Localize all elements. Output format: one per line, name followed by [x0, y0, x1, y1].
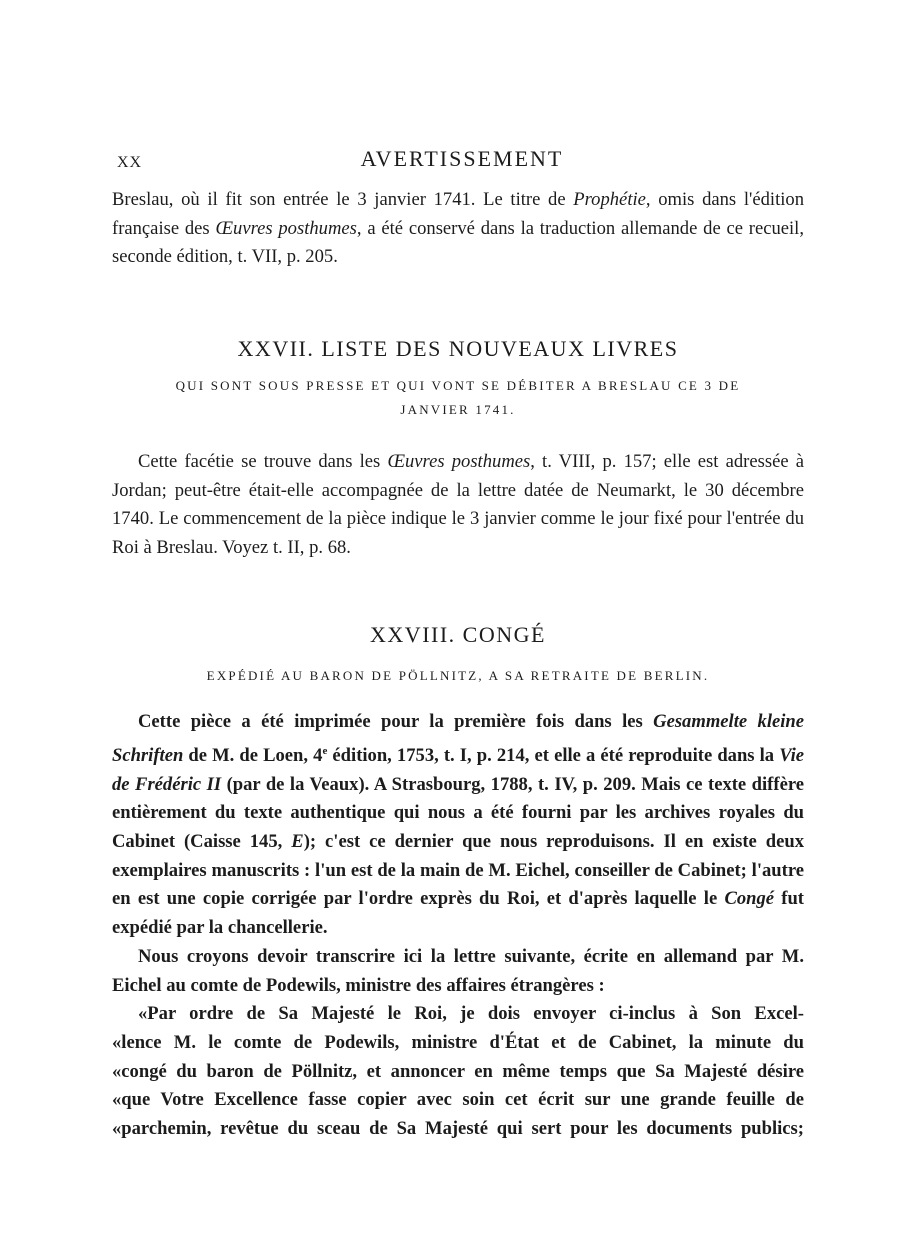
- quote-line: «parchemin, revêtue du sceau de Sa Majesté qui sert pour les documents publics;: [112, 1118, 804, 1140]
- section-xxviii-body: [112, 708, 804, 1144]
- section-subtitle-xxvii: QUI SONT SOUS PRESSE ET QUI VONT SE DÉBITER A BRESLAU CE 3 DE JANVIER 1741.: [175, 378, 741, 417]
- page-header: [117, 146, 807, 176]
- quote-line: «lence M. le comte de Podewils, ministre d'État et de Cabinet, la minute du: [112, 1031, 804, 1053]
- section-xxvii-paragraph: Cette facétie se trouve dans les Œuvres posthumes, t. VIII, p. 157; elle est adressée à Jordan; peut-être était-elle accompagnée de la lettre datée de Neumarkt, le 30 décembre 1740. Le commencement de la pièce indique le 3 janvier comme le jour fixé pour l'entrée du Roi à Breslau. Voyez t. II, p. 68.: [112, 451, 804, 559]
- running-title: AVERTISSEMENT: [360, 146, 564, 171]
- section-xxviii-paragraph-1: Cette pièce a été imprimée pour la première fois dans les Gesammelte kleine Schriften de M. de Loen, 4e édition, 1753, t. I, p. 214, et elle a été reproduite dans la Vie de Frédéric II (par de la Veaux). A Strasbourg, 1788, t. IV, p. 209. Mais ce texte diffère entièrement du texte authentique qui nous a été fourni par les archives royales du Cabinet (Caisse 145, E); c'est ce dernier que nous reproduisons. Il en existe deux exemplaires manuscrits : l'un est de la main de M. Eichel, conseiller de Cabinet; l'autre en est une copie corrigée par l'ordre exprès du Roi, et d'après laquelle le Congé fut expédié par la chancellerie.: [112, 711, 804, 939]
- quoted-letter: [112, 1000, 804, 1144]
- quote-line: «que Votre Excellence fasse copier avec soin cet écrit sur une grande feuille de: [112, 1089, 804, 1111]
- intro-paragraph: Breslau, où il fit son entrée le 3 janvier 1741. Le titre de Prophétie, omis dans l'édition française des Œuvres posthumes, a été conservé dans la traduction allemande de ce recueil, seconde édition, t. VII, p. 205.: [112, 189, 805, 268]
- section-xxvii-body: [112, 448, 804, 563]
- section-title-xxvii: XXVII. LISTE DES NOUVEAUX LIVRES: [237, 336, 679, 361]
- section-title-xxviii: XXVIII. CONGÉ: [370, 622, 546, 647]
- page-number: XX: [117, 154, 143, 171]
- quote-line: «congé du baron de Pöllnitz, et annoncer en même temps que Sa Majesté désire: [112, 1060, 804, 1082]
- intro-paragraph-block: [112, 186, 804, 272]
- section-xxviii-paragraph-2: Nous croyons devoir transcrire ici la lettre suivante, écrite en allemand par M. Eichel au comte de Podewils, ministre des affaires étrangères :: [112, 945, 804, 996]
- section-subtitle-xxviii: EXPÉDIÉ AU BARON DE PÖLLNITZ, A SA RETRAITE DE BERLIN.: [206, 668, 710, 683]
- quote-line: «Par ordre de Sa Majesté le Roi, je dois envoyer ci-inclus à Son Excel-: [138, 1003, 804, 1025]
